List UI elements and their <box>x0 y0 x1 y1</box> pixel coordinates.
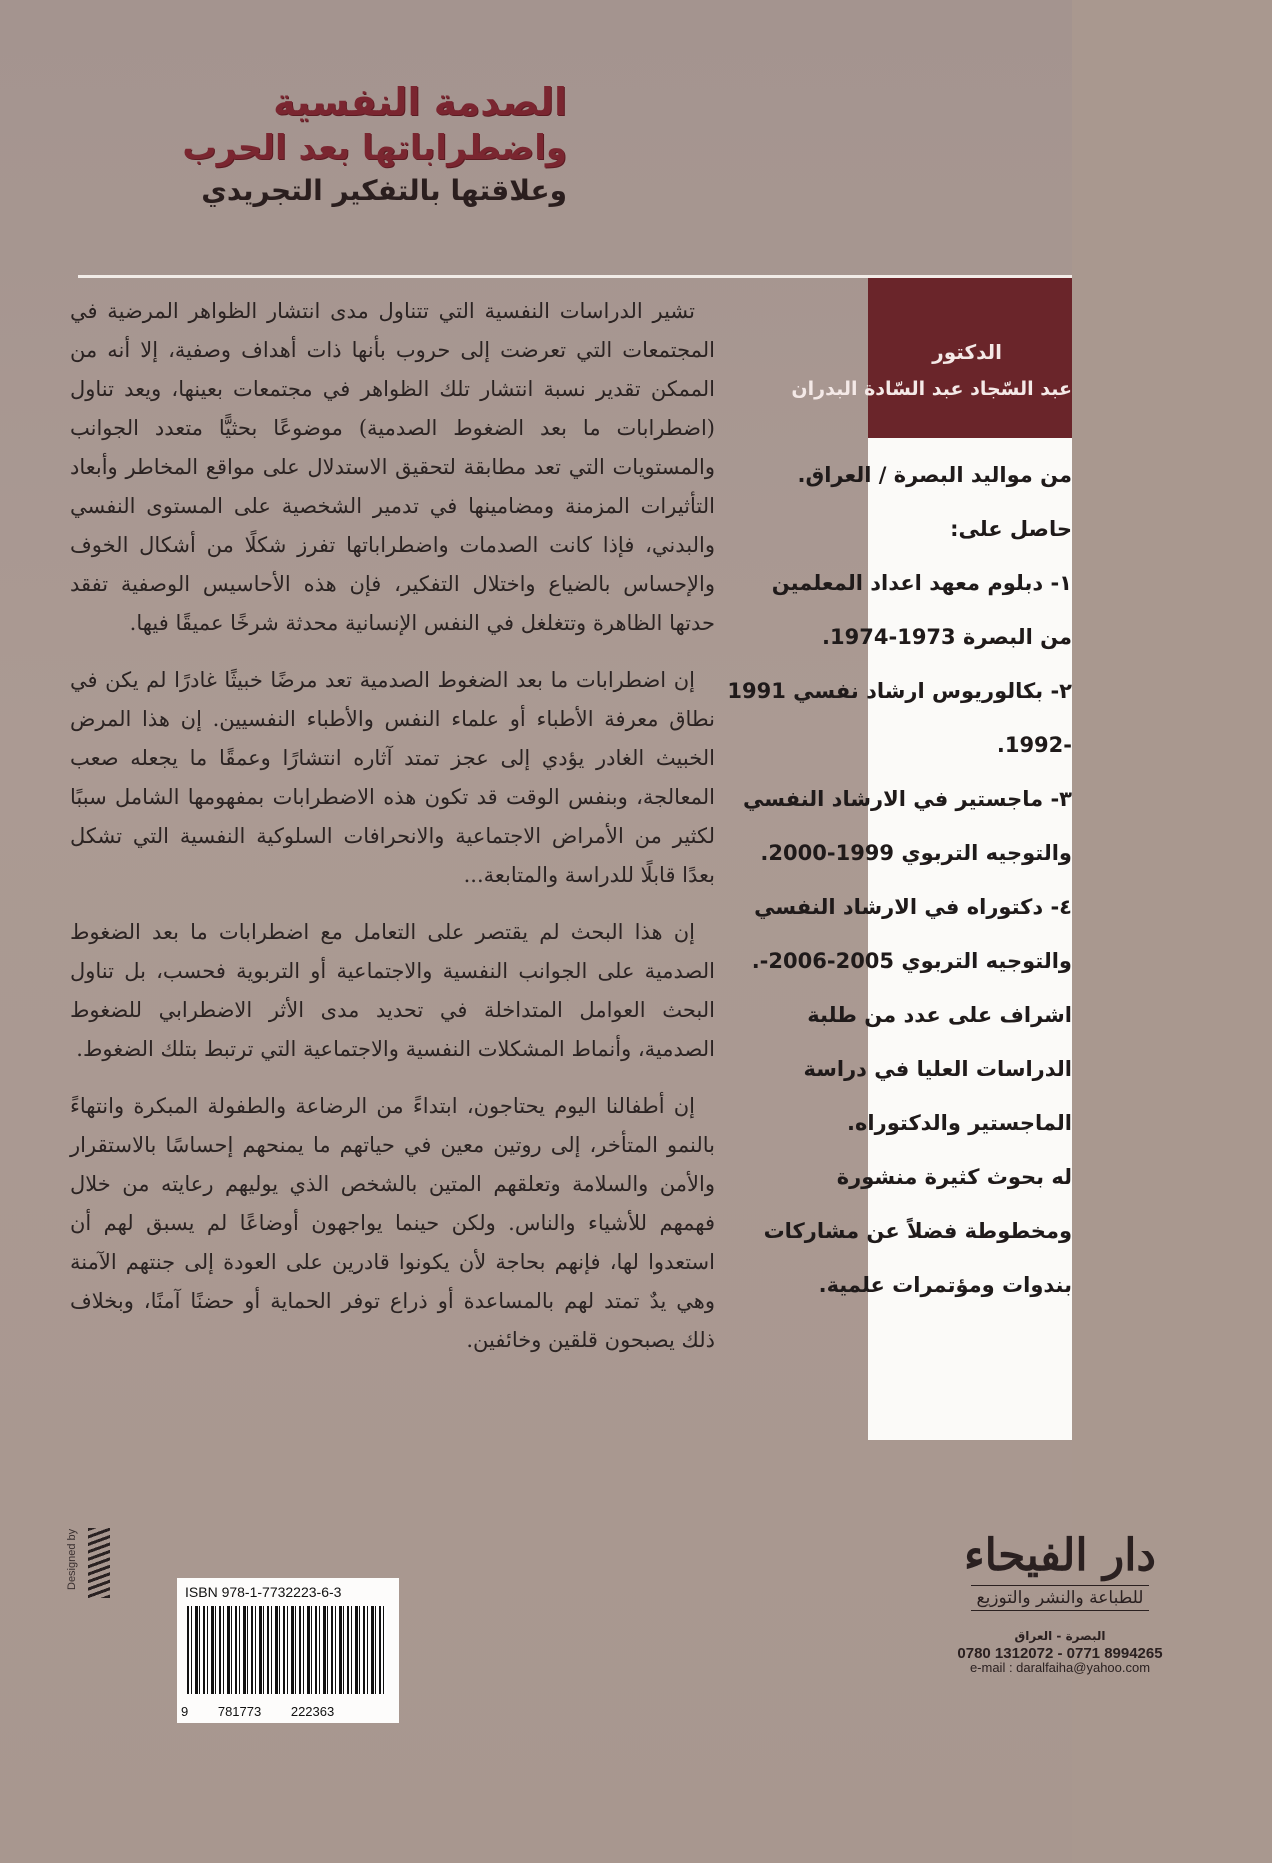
bio-line: بندوات ومؤتمرات علمية. <box>818 1273 1072 1297</box>
isbn-barcode <box>177 1578 399 1723</box>
publisher-phones: 0780 1312072 - 0771 8994265 <box>957 1645 1163 1662</box>
bio-line: الدراسات العليا في دراسة <box>803 1057 1072 1081</box>
publisher-subtitle: للطباعة والنشر والتوزيع <box>971 1585 1150 1611</box>
author-title: الدكتور <box>932 340 1002 364</box>
isbn-number: ISBN 978-1-7732223-6-3 <box>185 1584 342 1600</box>
blurb-paragraph: إن هذا البحث لم يقتصر على التعامل مع اضطرابات ما بعد الضغوط الصدمية على الجوانب النفسية والاجتماعية أو التربوية فحسب، بل تناول البحث العوامل المتداخلة في تحديد مدى الأثر الاضطرابي للضغوط الصدمية، وأنماط المشكلات النفسية والاجتماعية التي ترتبط بتلك الضغوط. <box>70 920 715 1061</box>
bio-line: -1992. <box>996 733 1072 757</box>
bio-line: اشراف على عدد من طلبة <box>807 1003 1072 1027</box>
bio-line: ١- دبلوم معهد اعداد المعلمين <box>771 571 1072 595</box>
bio-line: ومخطوطة فضلاً عن مشاركات <box>763 1219 1072 1243</box>
publisher-city: البصرة - العراق <box>1014 1629 1106 1643</box>
bio-line: من البصرة 1973-1974. <box>822 625 1072 649</box>
bio-line: والتوجيه التربوي 1999-2000. <box>760 841 1072 865</box>
bio-line: له بحوث كثيرة منشورة <box>836 1165 1072 1189</box>
author-name: عبد السّجاد عبد السّادة البدران <box>791 378 1072 400</box>
barcode-digits: 9 781773 222363 <box>181 1704 335 1719</box>
publisher-logo: دار الفيحاء <box>963 1530 1157 1581</box>
author-panel <box>727 278 1072 1440</box>
designer-credit: Designed by <box>66 1528 78 1590</box>
designer-logo-icon <box>88 1528 110 1598</box>
author-header <box>791 278 1072 438</box>
bio-line: والتوجيه التربوي 2005-2006-. <box>751 949 1072 973</box>
blurb-paragraph: إن أطفالنا اليوم يحتاجون، ابتداءً من الرضاعة والطفولة المبكرة وانتهاءً بالنمو المتأخر، إلى روتين معين في حياتهم ما يمنحهم إحساسًا بالاستقرار والأمن والسلامة وتعلقهم المتين بالشخص الذي يوليهم رعايته من خلال فهمهم للأشياء والناس. ولكن حينما يواجهون أوضاعًا لم يسبق لهم أن استعدوا لها، فإنهم بحاجة لأن يكونوا قادرين على العودة إلى جنتهم الآمنة وهي يدٌ تمتد لهم بالمساعدة أو ذراع توفر الحماية أو حضنًا آمنًا، وبخلاف ذلك يصبحون قلقين وخائفين. <box>70 1094 715 1352</box>
barcode-bars-icon <box>187 1606 387 1694</box>
blurb-paragraph: تشير الدراسات النفسية التي تتناول مدى انتشار الظواهر المرضية في المجتمعات التي تعرضت إلى حروب بأنها ذات أهداف وصفية، إلا أنه من الممكن تقدير نسبة انتشار تلك الظواهر في مجتمعات بعينها، ويعد تناول (اضطرابات ما بعد الضغوط الصدمية) موضوعًا بحثيًّا متعدد الجوانب والمستويات التي تعد مطابقة لتحقيق الاستدلال على مواقع المخاطر وأبعاد التأثيرات المزمنة ومضامينها في تدمير الشخصية على المستوى النفسي والبدني، فإذا كانت الصدمات واضطراباتها تفرز شكلًا من أشكال الخوف والإحساس بالضياع واختلال التفكير، فإن هذه الأحاسيس الوصفية تفقد حدتها الظاهرة وتتغلغل في النفس الإنسانية محدثة شرخًا عميقًا فيها. <box>70 299 715 635</box>
blurb-text <box>70 292 715 1378</box>
bio-line: ٢- بكالوريوس ارشاد نفسي 1991 <box>727 679 1072 703</box>
publisher-email: e-mail : daralfaiha@yahoo.com <box>969 1660 1151 1675</box>
title-block <box>182 80 567 207</box>
bio-line: من مواليد البصرة / العراق. <box>797 463 1072 487</box>
author-bio <box>727 438 1072 1440</box>
book-subtitle-2: وعلاقتها بالتفكير التجريدي <box>201 174 567 207</box>
blurb-paragraph: إن اضطرابات ما بعد الضغوط الصدمية تعد مرضًا خبيثًا غادرًا لم يكن في نطاق معرفة الأطباء أو علماء النفس والأطباء النفسيين. إن هذا المرض الخبيث الغادر يؤدي إلى عجز تمتد آثاره انتشارًا وعمقًا ما يجعله صعب المعالجة، وبنفس الوقت قد تكون هذه الاضطرابات بمفهومها الشامل سببًا لكثير من الأمراض الاجتماعية والانحرافات السلوكية النفسية التي تشكل بعدًا قابلًا للدراسة والمتابعة... <box>70 668 715 887</box>
publisher-block <box>940 1530 1180 1675</box>
bio-line: الماجستير والدكتوراه. <box>847 1111 1072 1135</box>
bio-line: حاصل على: <box>950 517 1072 541</box>
book-subtitle: واضطراباتها بعد الحرب <box>182 128 567 168</box>
bio-line: ٣- ماجستير في الارشاد النفسي <box>742 787 1072 811</box>
bio-line: ٤- دكتوراه في الارشاد النفسي <box>754 895 1072 919</box>
book-title: الصدمة النفسية <box>273 80 567 124</box>
